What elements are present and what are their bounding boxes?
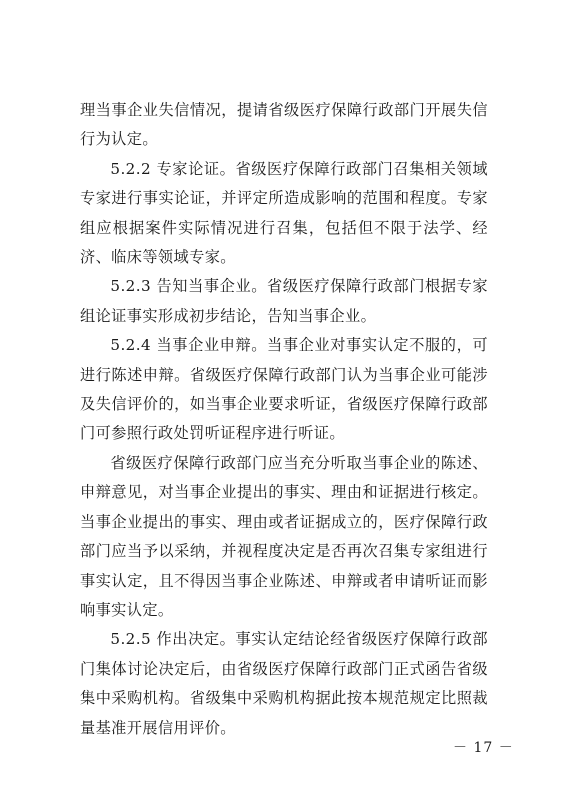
paragraph-continuation: 理当事企业失信情况，提请省级医疗保障行政部门开展失信行为认定。 bbox=[80, 101, 488, 149]
paragraph-5-2-3-notify-enterprise: 5.2.3 告知当事企业。省级医疗保障行政部门根据专家组论证事实形成初步结论，告知当事企业。 bbox=[80, 277, 488, 325]
document-body bbox=[80, 96, 488, 743]
page-number: － 17 － bbox=[453, 740, 514, 756]
paragraph-hearing-opinions: 省级医疗保障行政部门应当充分听取当事企业的陈述、申辩意见，对当事企业提出的事实、理由和证据进行核定。当事企业提出的事实、理由或者证据成立的，医疗保障行政部门应当予以采纳，并视程度决定是否再次召集专家组进行事实认定，且不得因当事企业陈述、申辩或者申请听证而影响事实认定。 bbox=[80, 453, 488, 619]
paragraph-5-2-2-expert-review: 5.2.2 专家论证。省级医疗保障行政部门召集相关领域专家进行事实论证，并评定所造成影响的范围和程度。专家组应根据案件实际情况进行召集，包括但不限于法学、经济、临床等领域专家。 bbox=[80, 159, 488, 267]
paragraph-5-2-5-decision: 5.2.5 作出决定。事实认定结论经省级医疗保障行政部门集体讨论决定后，由省级医疗保障行政部门正式函告省级集中采购机构。省级集中采购机构据此按本规范规定比照裁量基准开展信用评价。 bbox=[80, 630, 488, 737]
paragraph-5-2-4-enterprise-defense: 5.2.4 当事企业申辩。当事企业对事实认定不服的，可进行陈述申辩。省级医疗保障行政部门认为当事企业可能涉及失信评价的，如当事企业要求听证，省级医疗保障行政部门可参照行政处罚听证程序进行听证。 bbox=[80, 336, 488, 443]
